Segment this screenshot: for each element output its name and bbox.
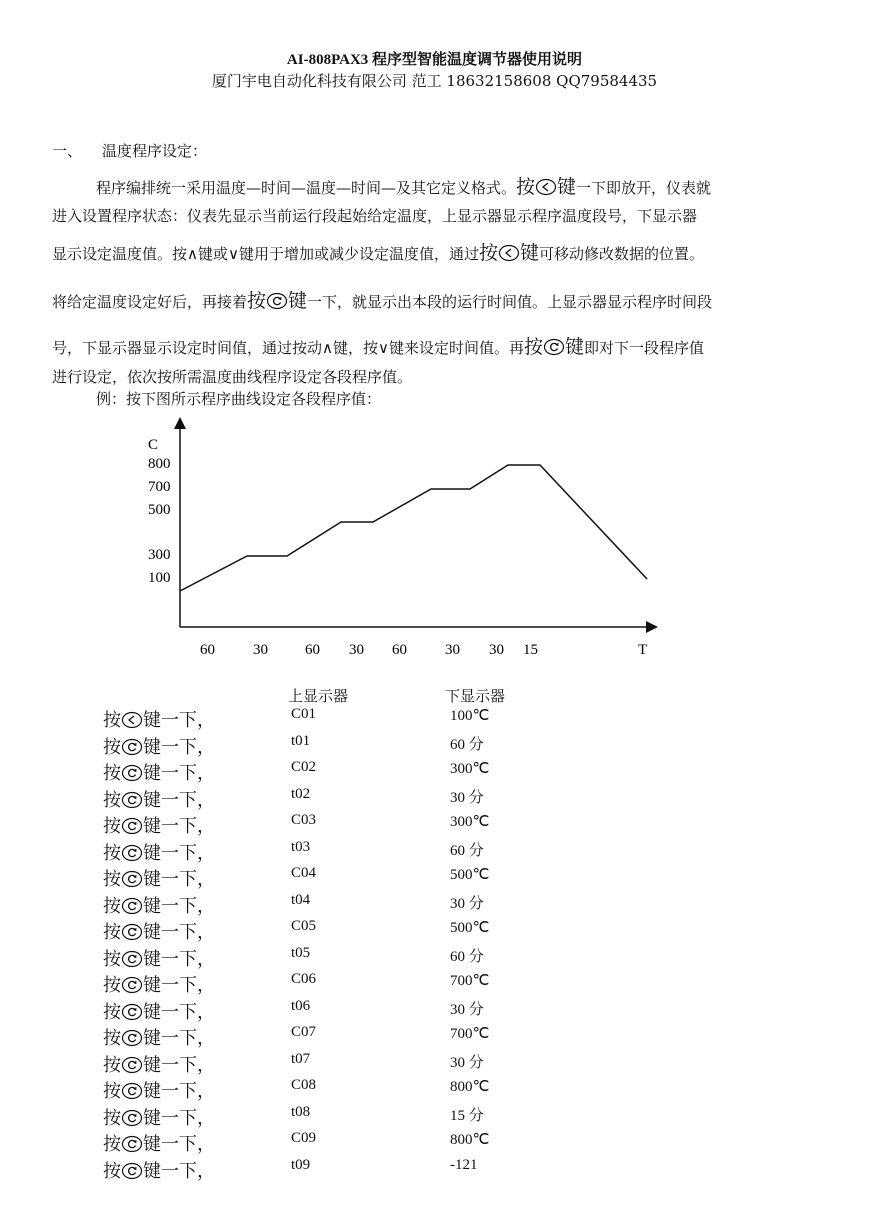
table-row xyxy=(0,998,869,1024)
instruction-paragraph xyxy=(52,172,812,386)
lower-display-value: -121 xyxy=(450,1156,478,1173)
row-action: 按 键一下， xyxy=(103,1054,215,1076)
para-line-1: 程序编排统一采用温度—时间—温度—时间—及其它定义格式。按 键一下即放开，仪表就 xyxy=(96,176,712,198)
lower-display-value: 500℃ xyxy=(450,920,490,936)
upper-display-value: C04 xyxy=(291,865,317,881)
upper-display-value: C02 xyxy=(291,759,317,775)
row-action: 按 键一下， xyxy=(103,1001,215,1023)
set-key-icon xyxy=(121,950,143,968)
lower-display-value: 30 分 xyxy=(450,1054,484,1071)
x-tick-label: 30 xyxy=(445,642,460,658)
table-row xyxy=(0,1051,869,1077)
table-row xyxy=(0,1104,869,1130)
lower-display-value: 60 分 xyxy=(450,842,484,859)
table-row xyxy=(0,918,869,944)
x-tick-label: 30 xyxy=(349,642,364,658)
upper-display-value: C07 xyxy=(291,1024,317,1040)
x-tick-label: 30 xyxy=(253,642,268,658)
y-tick-label: 800 xyxy=(148,456,171,472)
lower-display-value: 500℃ xyxy=(450,867,490,883)
lower-display-value: 700℃ xyxy=(450,973,490,989)
left-key-icon xyxy=(535,178,557,196)
lower-display-value: 800℃ xyxy=(450,1079,490,1095)
upper-display-value: t03 xyxy=(291,838,311,855)
lower-display-value: 60 分 xyxy=(450,736,484,753)
set-key-icon xyxy=(121,923,143,941)
upper-display-value: t05 xyxy=(291,944,311,961)
section-heading xyxy=(52,140,207,161)
table-row xyxy=(0,1024,869,1050)
table-row xyxy=(0,971,869,997)
upper-display-value: t02 xyxy=(291,785,311,802)
y-tick-label: 100 xyxy=(148,570,171,586)
set-key-icon xyxy=(121,738,143,756)
set-key-icon xyxy=(121,844,143,862)
row-action: 按 键一下， xyxy=(103,1107,215,1129)
table-row xyxy=(0,1130,869,1156)
section-number: 一、 xyxy=(52,142,83,160)
table-row xyxy=(0,1077,869,1103)
lower-display-value: 300℃ xyxy=(450,761,490,777)
row-action: 按 键一下， xyxy=(103,895,215,917)
x-tick-label: 15 xyxy=(523,642,538,658)
upper-display-value: t07 xyxy=(291,1050,311,1067)
upper-display-value: t08 xyxy=(291,1103,311,1120)
lower-display-value: 100℃ xyxy=(450,708,490,724)
para-line-3: 显示设定温度值。按∧键或∨键用于增加或减少设定温度值，通过按 键可移动修改数据的位置。 xyxy=(52,242,705,264)
upper-display-value: C01 xyxy=(291,706,317,722)
lower-display-value: 15 分 xyxy=(450,1107,484,1124)
table-row xyxy=(0,786,869,812)
set-key-icon xyxy=(121,1056,143,1074)
program-curve xyxy=(180,465,647,591)
table-row xyxy=(0,1157,869,1183)
x-tick-label: 30 xyxy=(489,642,504,658)
y-tick-label: 300 xyxy=(148,547,171,563)
set-key-icon xyxy=(266,292,288,310)
temperature-program-chart xyxy=(140,415,670,665)
table-row xyxy=(0,759,869,785)
lower-display-value: 30 分 xyxy=(450,789,484,806)
x-tick-label: 60 xyxy=(392,642,407,658)
row-action: 按 键一下， xyxy=(103,816,215,837)
row-action: 按 键一下， xyxy=(103,869,215,890)
row-action: 按 键一下， xyxy=(103,710,215,731)
upper-display-value: C09 xyxy=(291,1130,317,1146)
y-tick-label: 700 xyxy=(148,479,171,495)
table-row xyxy=(0,865,869,891)
company-line: 厦门宇电自动化科技有限公司 范工 18632158608 QQ79584435 xyxy=(211,72,658,90)
upper-display-value: t06 xyxy=(291,997,311,1014)
row-action: 按 键一下， xyxy=(103,922,215,943)
upper-display-value: t01 xyxy=(291,732,311,749)
set-key-icon xyxy=(121,764,143,782)
upper-display-value: C08 xyxy=(291,1077,317,1093)
upper-display-value: C06 xyxy=(291,971,317,987)
row-action: 按 键一下， xyxy=(103,736,215,758)
row-action: 按 键一下， xyxy=(103,948,215,970)
table-row xyxy=(0,733,869,759)
row-action: 按 键一下， xyxy=(103,1134,215,1155)
y-axis-label: C xyxy=(148,437,159,453)
lower-display-value: 300℃ xyxy=(450,814,490,830)
set-key-icon xyxy=(121,791,143,809)
set-key-icon xyxy=(121,1162,143,1180)
set-key-icon xyxy=(121,1109,143,1127)
set-key-icon xyxy=(121,897,143,915)
para-line-2: 进入设置程序状态：仪表先显示当前运行段起始给定温度，上显示器显示程序温度段号，下显示器 xyxy=(52,207,698,225)
x-tick-label: 60 xyxy=(305,642,320,658)
row-action: 按 键一下， xyxy=(103,763,215,784)
set-key-icon xyxy=(121,1003,143,1021)
set-key-icon xyxy=(543,338,565,356)
left-key-icon xyxy=(498,244,520,262)
column-header-lower: 下显示器 xyxy=(445,687,506,705)
row-action: 按 键一下， xyxy=(103,1028,215,1049)
row-action: 按 键一下， xyxy=(103,789,215,811)
lower-display-value: 60 分 xyxy=(450,948,484,965)
lower-display-value: 30 分 xyxy=(450,895,484,912)
left-key-icon xyxy=(121,711,143,729)
column-header-upper: 上显示器 xyxy=(288,687,349,705)
lower-display-value: 700℃ xyxy=(450,1026,490,1042)
para-line-6: 进行设定，依次按所需温度曲线程序设定各段程序值。 xyxy=(52,368,413,386)
para-line-4: 将给定温度设定好后，再接着按 键一下，就显示出本段的运行时间值。上显示器显示程序时间段 xyxy=(52,290,713,312)
table-row xyxy=(0,812,869,838)
set-key-icon xyxy=(121,976,143,994)
table-row xyxy=(0,839,869,865)
upper-display-value: t04 xyxy=(291,891,311,908)
x-tick-label: 60 xyxy=(200,642,215,658)
y-tick-label: 500 xyxy=(148,502,171,518)
lower-display-value: 30 分 xyxy=(450,1001,484,1018)
table-row xyxy=(0,706,869,732)
section-title: 温度程序设定： xyxy=(102,142,208,160)
upper-display-value: C03 xyxy=(291,812,317,828)
set-key-icon xyxy=(121,870,143,888)
set-key-icon xyxy=(121,1029,143,1047)
set-key-icon xyxy=(121,1135,143,1153)
x-axis-label: T xyxy=(638,642,648,658)
table-row xyxy=(0,892,869,918)
lower-display-value: 800℃ xyxy=(450,1132,490,1148)
upper-display-value: t09 xyxy=(291,1156,311,1173)
set-key-icon xyxy=(121,817,143,835)
row-action: 按 键一下， xyxy=(103,1081,215,1102)
para-line-5: 号，下显示器显示设定时间值，通过按动∧键，按∨键来设定时间值。再按 键即对下一段程序值 xyxy=(52,336,705,358)
document-title: AI-808PAX3 程序型智能温度调节器使用说明 xyxy=(286,52,583,68)
table-row xyxy=(0,945,869,971)
example-caption: 例：按下图所示程序曲线设定各段程序值： xyxy=(96,390,382,408)
upper-display-value: C05 xyxy=(291,918,317,934)
set-key-icon xyxy=(121,1082,143,1100)
row-action: 按 键一下， xyxy=(103,842,215,864)
row-action: 按 键一下， xyxy=(103,1160,215,1182)
row-action: 按 键一下， xyxy=(103,975,215,996)
